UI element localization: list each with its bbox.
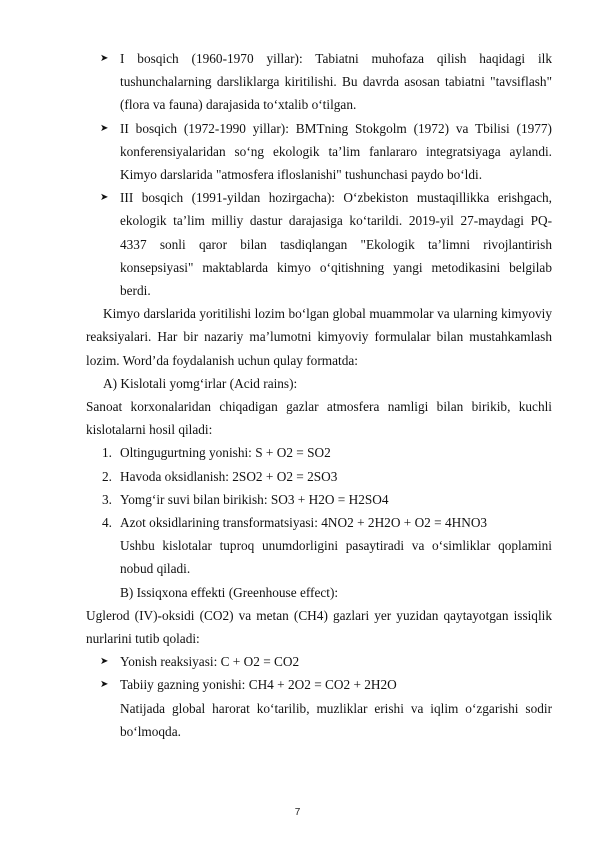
- reaction-text: Tabiiy gazning yonishi: CH4 + 2O2 = CO2 + 2H2O: [120, 677, 397, 693]
- item-number: 3.: [102, 491, 112, 507]
- item-text: Azot oksidlarining transformatsiyasi: 4NO2 + 2H2O + O2 = 4HNO3: [120, 515, 488, 531]
- arrowhead-bullet-icon: ➤: [100, 192, 109, 204]
- item-text: Yomg‘ir suvi bilan birikish: SO3 + H2O = H2SO4: [120, 491, 389, 507]
- heading-acid-rains: A) Kislotali yomg‘irlar (Acid rains):: [103, 375, 298, 391]
- stage-bullet-2: [86, 117, 552, 187]
- stage-bullet-3: [86, 186, 552, 302]
- numbered-item-2: [86, 465, 552, 488]
- arrowhead-bullet-icon: ➤: [100, 53, 109, 64]
- stage-bullet-text: II bosqich (1972-1990 yillar): BMTning Stokgolm (1972) va Tbilisi (1977) konferensiyalaridan so‘ng ekologik ta’lim fanlararo integratsiyaga aylandi. Kimyo darslarida "atmosfera ifloslanishi" tushunchasi paydo bo‘ldi.: [120, 120, 552, 183]
- item-text: Havoda oksidlanish: 2SO2 + O2 = 2SO3: [120, 468, 338, 484]
- reaction-text: Yonish reaksiyasi: C + O2 = CO2: [120, 654, 300, 670]
- numbered-item-1: [86, 441, 552, 464]
- acid-paragraph: Sanoat korxonalaridan chiqadigan gazlar atmosfera namligi bilan birikib, kuchli kislotalarni hosil qiladi:: [86, 399, 552, 438]
- arrowhead-bullet-icon: ➤: [100, 679, 109, 691]
- arrowhead-bullet-icon: ➤: [100, 656, 109, 668]
- item-number: 2.: [102, 468, 112, 484]
- item-number: 1.: [102, 445, 112, 461]
- page-number: 7: [294, 807, 301, 818]
- item-number: 4.: [102, 515, 112, 531]
- document-page: [86, 47, 552, 743]
- numbered-item-4: [86, 511, 552, 534]
- stage-bullet-text: III bosqich (1991-yildan hozirgacha): O‘zbekiston mustaqillikka erishgach, ekologik ta’lim milliy dastur darajasiga ko‘tarildi. 2019-yil 27-maydagi PQ-4337 sonli qaror bilan tasdiqlangan "Ekologik ta’limni rivojlantirish konsepsiyasi" maktablarda kimyo o‘qitishning yangi metodikasini belgilab berdi.: [120, 190, 552, 299]
- result-paragraph: Natijada global harorat ko‘tarilib, muzliklar erishi va iqlim o‘zgarishi sodir bo‘lmoqda.: [120, 700, 552, 739]
- stage-bullet-1: [86, 47, 552, 117]
- reaction-bullet-1: [86, 650, 552, 673]
- stage-bullet-text: I bosqich (1960-1970 yillar): Tabiatni muhofaza qilish haqidagi ilk tushunchalarning darsliklarga kiritilishi. Bu davrda asosan tabiatni "tavsiflash" (flora va fauna) darajasida to‘xtalib o‘tilgan.: [120, 51, 552, 113]
- arrowhead-bullet-icon: ➤: [100, 122, 109, 134]
- greenhouse-paragraph: Uglerod (IV)-oksidi (CO2) va metan (CH4) gazlari yer yuzidan qaytayotgan issiqlik nurlarini tutib qoladi:: [86, 607, 552, 647]
- intro-paragraph: Kimyo darslarida yoritilishi lozim bo‘lgan global muammolar va ularning kimyoviy reaksiyalari. Har bir nazariy ma’lumotni kimyoviy formulalar bilan mustahkamlash lozim. Word’da foydalanish uchun qulay formatda:: [86, 306, 552, 368]
- reaction-bullet-2: [86, 673, 552, 696]
- numbered-item-3: [86, 488, 552, 511]
- heading-greenhouse: B) Issiqxona effekti (Greenhouse effect):: [120, 584, 339, 600]
- item-text: Oltingugurtning yonishi: S + O2 = SO2: [120, 445, 331, 461]
- acid-effect-paragraph: Ushbu kislotalar tuproq unumdorligini pasaytiradi va o‘simliklar qoplamini nobud qiladi.: [120, 538, 552, 577]
